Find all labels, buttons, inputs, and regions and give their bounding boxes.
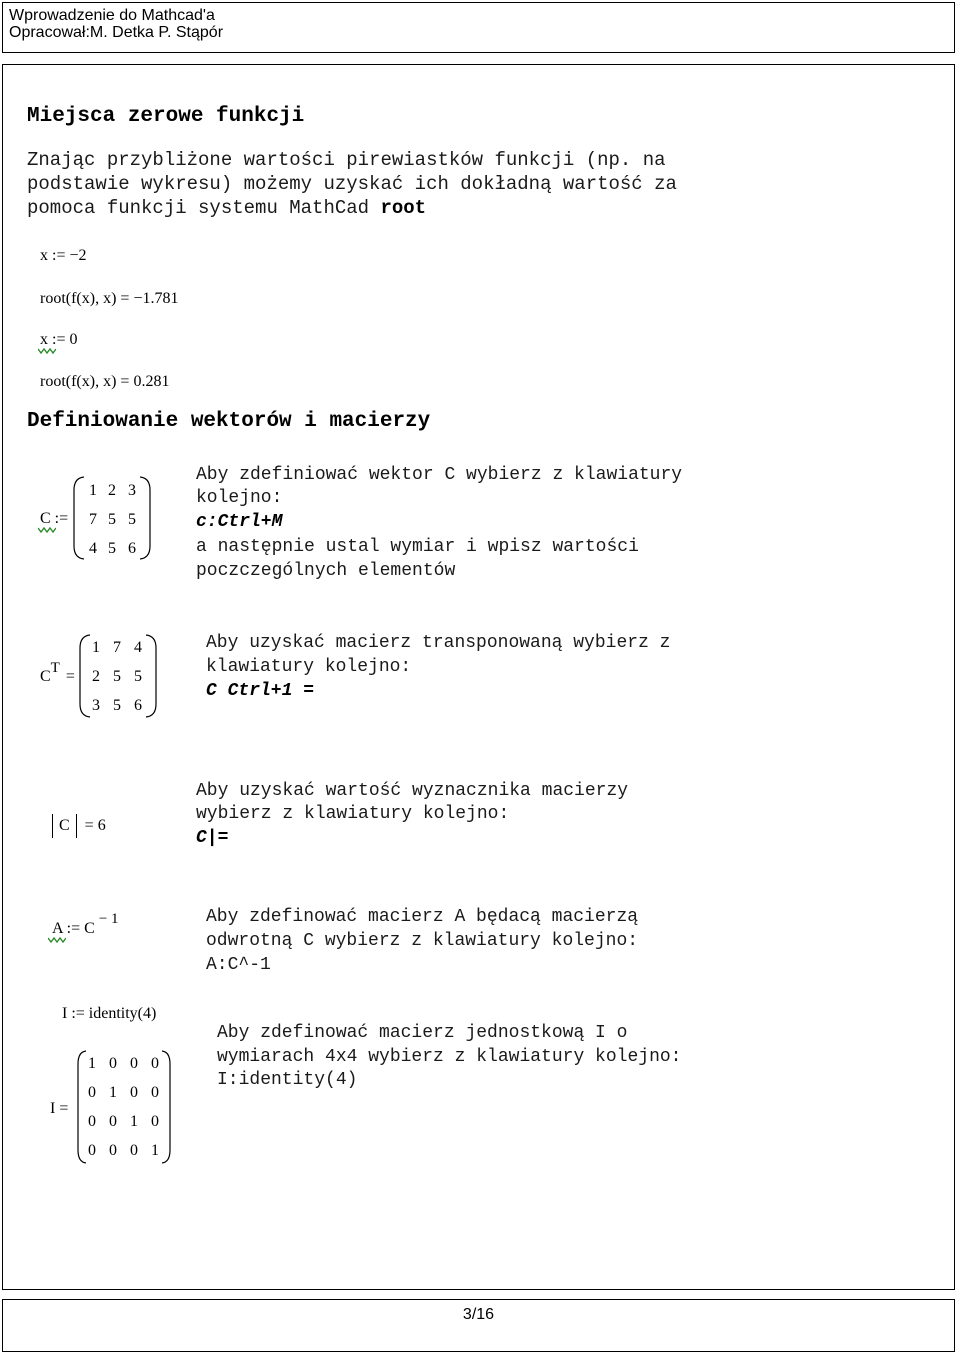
matrix-cell: 0 [151,1113,159,1130]
root-keyword: root [380,197,427,219]
roots-paragraph-line3 [27,196,426,220]
matrix-cell: 5 [113,697,121,714]
matrix-ct-label[interactable] [40,660,75,686]
matrix-cell: 0 [151,1055,159,1072]
matrix-cell: 0 [109,1113,117,1130]
matrix-c-desc-line4: a następnie ustal wymiar i wpisz wartości [196,537,639,557]
matrix-cell: 7 [113,639,121,656]
matrix-cell: 2 [92,668,100,685]
matrix-cell: 2 [108,482,116,499]
matrix-identity[interactable] [74,1048,174,1166]
section-heading-matrices: Definiowanie wektorów i macierzy [27,410,431,433]
determinant-arg: C [59,817,70,834]
inverse-expression[interactable] [52,911,119,938]
matrix-cell: 1 [151,1142,159,1159]
identity-label[interactable]: I = [50,1100,69,1117]
matrix-cell: 4 [89,540,97,557]
matrix-cell: 6 [128,540,136,557]
matrix-cell: 5 [113,668,121,685]
page-footer [2,1299,955,1352]
roots-paragraph-line2: podstawie wykresu) możemy uzyskać ich dokładną wartość za [27,173,677,195]
matrix-cell: 3 [128,482,136,499]
equation-x-assign-1[interactable]: x := −2 [40,247,87,264]
identity-desc-line3: I:identity(4) [217,1070,358,1090]
inverse-desc-line2: odwrotną C wybierz z klawiatury kolejno: [206,931,639,951]
matrix-cell: 1 [88,1055,96,1072]
matrix-c-desc-line1: Aby zdefiniować wektor C wybierz z klawiatury [196,465,683,485]
matrix-cell: 1 [109,1084,117,1101]
matrix-c-transpose[interactable] [76,632,166,720]
header-author: Opracował:M. Detka P. Stąpór [9,24,224,41]
document-header [2,2,955,53]
determinant-desc-line1: Aby uzyskać wartość wyznacznika macierzy [196,781,629,801]
matrix-cell: 0 [109,1142,117,1159]
transpose-desc-line1: Aby uzyskać macierz transponowaną wybierz z [206,633,671,653]
matrix-cell: 1 [130,1113,138,1130]
header-title: Wprowadzenie do Mathcad'a [9,7,215,24]
redefinition-warning-icon [38,348,56,354]
matrix-ct-sup: T [50,660,60,676]
matrix-cell: 1 [92,639,100,656]
determinant-shortcut: C|= [196,828,229,848]
determinant-value: = 6 [84,817,106,834]
equation-root-result-2[interactable]: root(f(x), x) = 0.281 [40,373,170,390]
inverse-label: A := C [52,920,95,937]
inverse-desc-line1: Aby zdefinować macierz A będacą macierzą [206,907,639,927]
matrix-cell: 5 [134,668,142,685]
equation-root-result-1[interactable]: root(f(x), x) = −1.781 [40,290,179,307]
matrix-cell: 3 [92,697,100,714]
matrix-cell: 0 [130,1055,138,1072]
matrix-c-desc-line2: kolejno: [196,488,283,508]
page-number: 3/16 [462,1306,495,1323]
matrix-ct-base: C [40,668,51,685]
section-heading-roots: Miejsca zerowe funkcji [27,105,305,128]
matrix-cell: 0 [151,1084,159,1101]
identity-definition[interactable]: I := identity(4) [62,1005,157,1022]
inverse-desc-line3: A:C^-1 [206,955,271,975]
matrix-cell: 0 [88,1142,96,1159]
matrix-cell: 7 [89,511,97,528]
transpose-shortcut: C Ctrl+1 = [206,681,315,701]
matrix-c[interactable] [70,474,160,562]
roots-paragraph-line3-text: pomoca funkcji systemu MathCad [27,197,381,219]
determinant-expression[interactable] [52,814,106,838]
matrix-c-shortcut: c:Ctrl+M [196,512,283,532]
matrix-cell: 0 [109,1055,117,1072]
matrix-cell: 5 [108,540,116,557]
redefinition-warning-icon [38,527,56,533]
identity-desc-line2: wymiarach 4x4 wybierz z klawiatury kolejno: [217,1047,682,1067]
matrix-c-label[interactable]: C := [40,510,69,527]
matrix-cell: 4 [134,639,142,656]
matrix-cell: 0 [130,1142,138,1159]
determinant-bars [52,814,77,838]
matrix-c-desc-line5: poczczególnych elementów [196,561,456,581]
matrix-cell: 1 [89,482,97,499]
redefinition-warning-icon [48,937,66,943]
transpose-desc-line2: klawiatury kolejno: [206,657,412,677]
matrix-cell: 5 [128,511,136,528]
identity-desc-line1: Aby zdefinować macierz jednostkową I o [217,1023,628,1043]
matrix-cell: 0 [130,1084,138,1101]
determinant-desc-line2: wybierz z klawiatury kolejno: [196,804,510,824]
equation-x-assign-2[interactable]: x := 0 [40,331,78,348]
roots-paragraph-line1: Znając przybliżone wartości pirewiastków funkcji (np. na [27,149,666,171]
matrix-ct-eq: = [65,668,75,685]
matrix-cell: 5 [108,511,116,528]
matrix-cell: 0 [88,1113,96,1130]
matrix-cell: 6 [134,697,142,714]
inverse-exponent: − 1 [98,911,119,927]
matrix-cell: 0 [88,1084,96,1101]
